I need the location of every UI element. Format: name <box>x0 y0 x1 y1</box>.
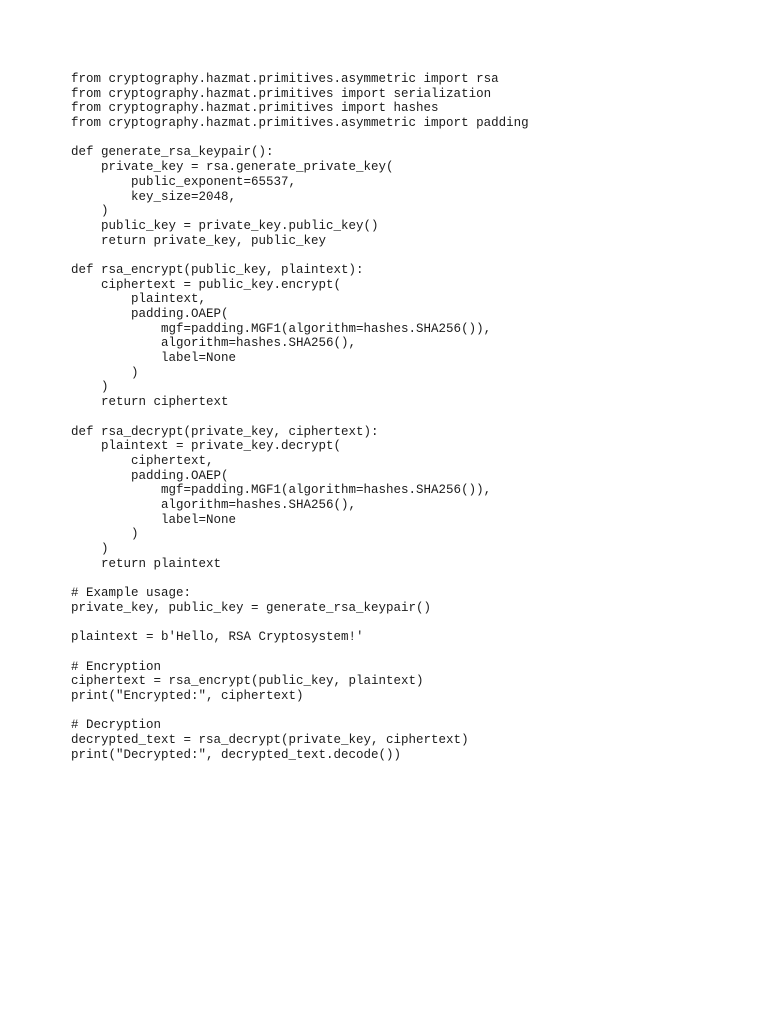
code-line: from cryptography.hazmat.primitives.asymmetric import padding <box>71 116 529 131</box>
code-line: label=None <box>71 512 237 527</box>
code-line <box>71 704 529 719</box>
code-line <box>71 131 529 146</box>
code-line: private_key, public_key = generate_rsa_keypair() <box>71 600 432 615</box>
code-line: ) <box>71 542 109 556</box>
code-line: ) <box>71 380 109 395</box>
code-line: padding.OAEP( <box>71 307 229 321</box>
code-line: label=None <box>71 351 237 366</box>
code-line: ciphertext = rsa_encrypt(public_key, plaintext) <box>71 674 424 689</box>
code-line: return plaintext <box>71 556 222 571</box>
code-line: ) <box>71 527 139 542</box>
code-line: plaintext, <box>71 292 207 307</box>
code-line: ) <box>71 365 139 380</box>
code-block <box>71 72 529 762</box>
code-line <box>71 248 529 263</box>
code-line: mgf=padding.MGF1(algorithm=hashes.SHA256()), <box>71 483 492 498</box>
code-line <box>71 571 529 586</box>
code-line: def rsa_decrypt(private_key, ciphertext): <box>71 424 379 439</box>
code-line: algorithm=hashes.SHA256(), <box>71 336 357 351</box>
code-line: padding.OAEP( <box>71 468 229 483</box>
code-line: mgf=padding.MGF1(algorithm=hashes.SHA256()), <box>71 321 492 336</box>
code-line: plaintext = b'Hello, RSA Cryptosystem!' <box>71 630 364 645</box>
code-line: print("Decrypted:", decrypted_text.decode()) <box>71 747 402 762</box>
code-line: algorithm=hashes.SHA256(), <box>71 497 357 512</box>
code-line: # Encryption <box>71 659 162 674</box>
code-line <box>71 615 529 630</box>
code-line: # Decryption <box>71 718 162 733</box>
code-line: from cryptography.hazmat.primitives import hashes <box>71 101 439 116</box>
code-line: return ciphertext <box>71 395 229 410</box>
code-line: ciphertext = public_key.encrypt( <box>71 277 342 292</box>
code-line: from cryptography.hazmat.primitives.asymmetric import rsa <box>71 72 499 86</box>
code-line: ciphertext, <box>71 453 214 468</box>
code-line: key_size=2048, <box>71 189 237 204</box>
code-line: public_exponent=65537, <box>71 174 297 189</box>
code-line: private_key = rsa.generate_private_key( <box>71 160 394 175</box>
code-line: return private_key, public_key <box>71 233 327 248</box>
code-line: from cryptography.hazmat.primitives import serialization <box>71 86 492 101</box>
code-line: def rsa_encrypt(public_key, plaintext): <box>71 262 364 277</box>
code-line <box>71 645 529 660</box>
code-line: print("Encrypted:", ciphertext) <box>71 688 304 703</box>
code-line: ) <box>71 204 109 219</box>
code-line: decrypted_text = rsa_decrypt(private_key, ciphertext) <box>71 732 469 747</box>
code-line: plaintext = private_key.decrypt( <box>71 439 342 454</box>
code-line: def generate_rsa_keypair(): <box>71 145 274 160</box>
code-line: public_key = private_key.public_key() <box>71 218 379 233</box>
code-line: # Example usage: <box>71 586 192 601</box>
code-line <box>71 410 529 425</box>
